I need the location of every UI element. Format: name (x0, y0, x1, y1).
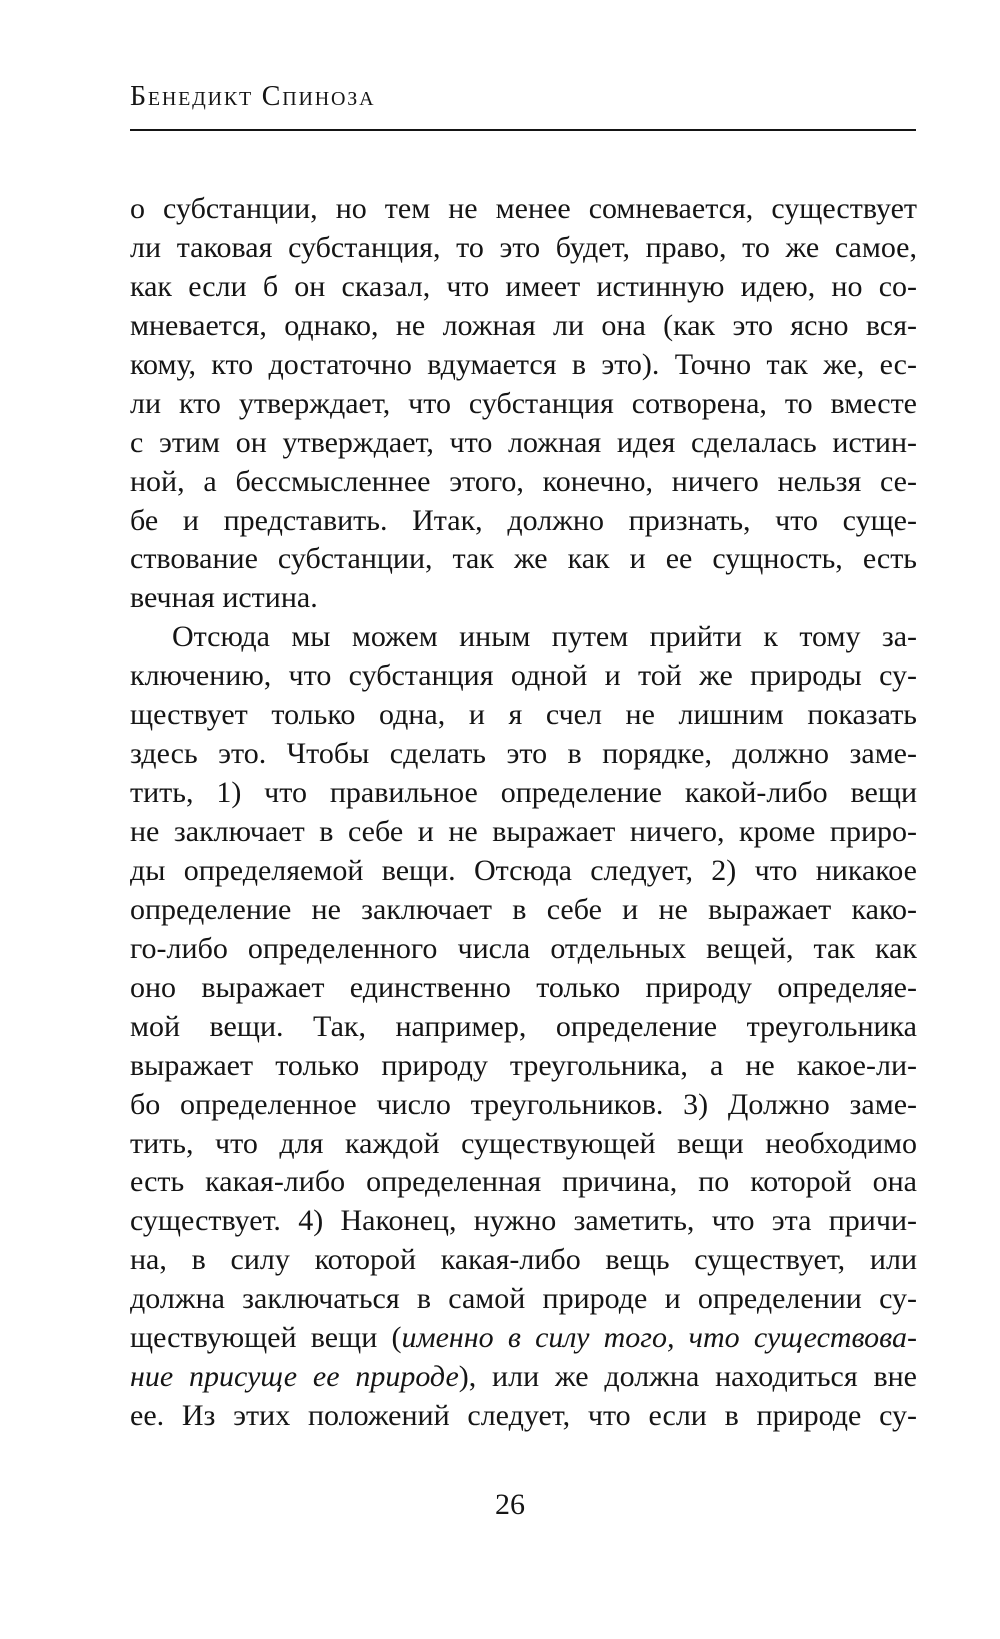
text-block (130, 190, 917, 1436)
text-line: бе и представить. Итак, должно признать, что суще- (130, 503, 917, 537)
text-line: должна заключаться в самой природе и определении су- (130, 1282, 917, 1316)
text-line: мой вещи. Так, например, определение треугольника (130, 1009, 917, 1043)
text-line: ществует только одна, и я счел не лишним показать (130, 698, 917, 732)
text-line: мневается, однако, не ложная ли она (как это ясно вся- (130, 308, 917, 342)
text-line: здесь это. Чтобы сделать это в порядке, должно заме- (130, 737, 917, 771)
text-line: ключению, что субстанция одной и той же природы су- (130, 659, 917, 693)
text-line: оно выражает единственно только природу определяе- (130, 970, 917, 1004)
running-head: Бенедикт Спиноза (130, 81, 376, 112)
text-line: не заключает в себе и не выражает ничего, кроме приро- (130, 815, 917, 848)
text-line: как если б он сказал, что имеет истинную идею, но со- (130, 269, 917, 303)
text-line: на, в силу которой какая-либо вещь существует, или (130, 1243, 917, 1277)
paragraph-1 (130, 190, 917, 618)
text-line: Отсюда мы можем иным путем прийти к тому за- (172, 620, 917, 654)
text-line: ли таковая субстанция, то это будет, право, то же самое, (130, 230, 917, 264)
roman-text: ществующей вещи ( (130, 1321, 402, 1355)
text-line: есть какая-либо определенная причина, по которой она (130, 1165, 917, 1199)
text-line: ды определяемой вещи. Отсюда следует, 2) что никакое (130, 853, 917, 887)
text-line: ли кто утверждает, что субстанция сотворена, то вместе (130, 386, 917, 420)
paragraph-2 (130, 618, 917, 1436)
page-number: 26 (495, 1488, 525, 1521)
text-line: ее. Из этих положений следует, что если в природе су- (130, 1399, 917, 1433)
header-rule (130, 129, 916, 131)
text-line: с этим он утверждает, что ложная идея сделалась истин- (130, 425, 917, 459)
roman-text: ), или же должна находиться вне (458, 1360, 917, 1394)
text-line: выражает только природу треугольника, а не какое-ли- (130, 1048, 917, 1082)
emphasis-text: ние присуще ее природе (130, 1360, 459, 1394)
text-line (130, 1319, 917, 1358)
text-line: ствование субстанции, так же как и ее сущность, есть (130, 542, 917, 576)
text-line: вечная истина. (130, 581, 318, 615)
text-line: бо определенное число треугольников. 3) Должно заме- (130, 1087, 917, 1121)
text-line: кому, кто достаточно вдумается в это). Точно так же, ес- (130, 347, 917, 381)
text-line: го-либо определенного числа отдельных вещей, так как (130, 931, 917, 965)
text-line: тить, что для каждой существующей вещи необходимо (130, 1126, 917, 1160)
text-line: о субстанции, но тем не менее сомневается, существует (130, 192, 917, 225)
text-line: существует. 4) Наконец, нужно заметить, что эта причи- (130, 1204, 917, 1238)
text-line: тить, 1) что правильное определение какой-либо вещи (130, 776, 917, 810)
text-line: определение не заключает в себе и не выражает како- (130, 892, 917, 926)
text-line (130, 1358, 917, 1397)
text-line: ной, а бессмысленнее этого, конечно, ничего нельзя се- (130, 464, 917, 498)
emphasis-text: именно в силу того, что существова- (401, 1321, 917, 1355)
